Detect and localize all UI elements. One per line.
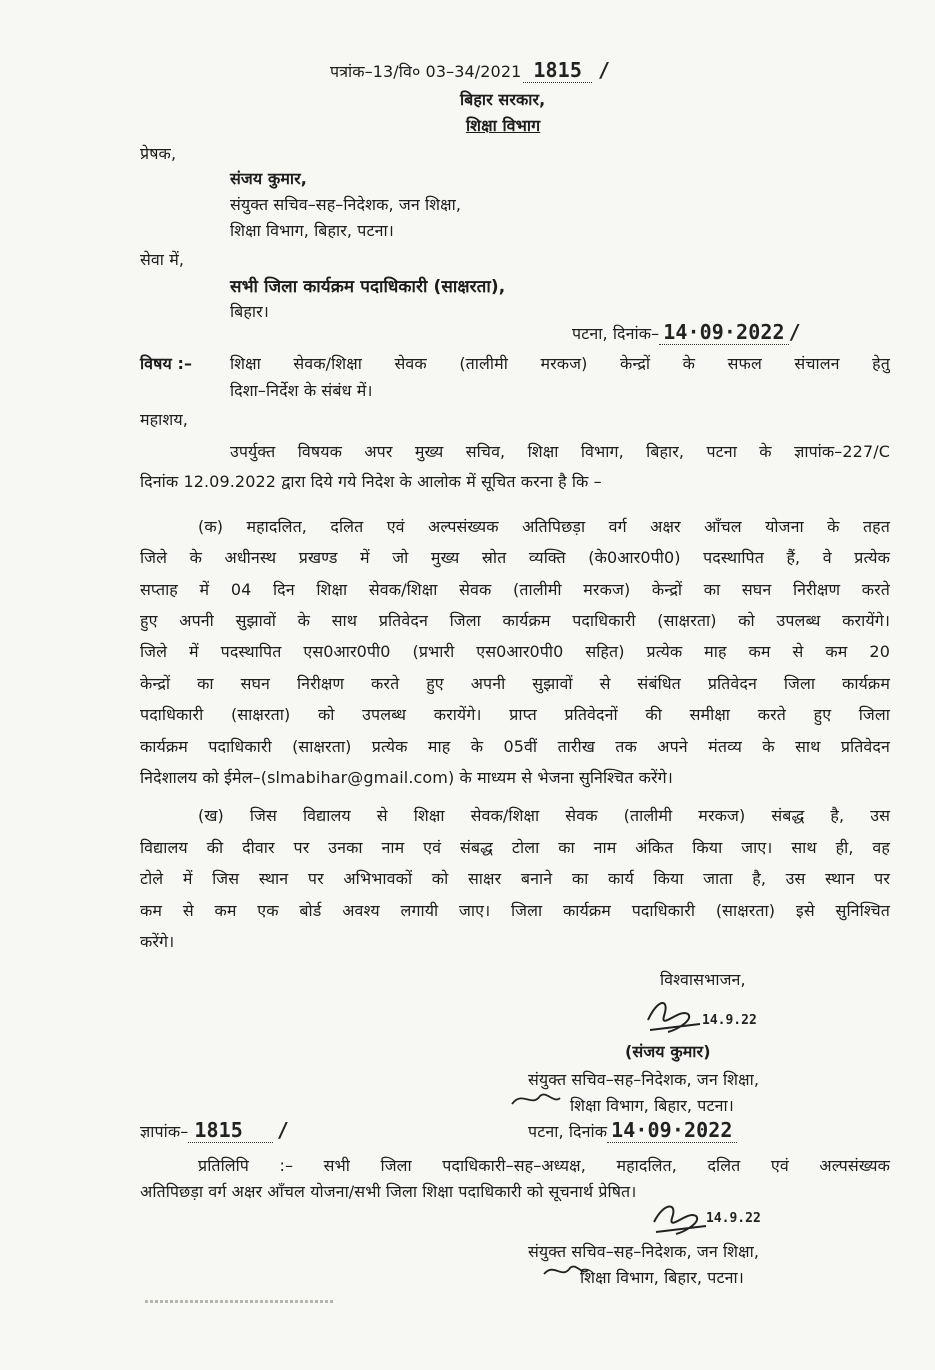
- signature-date: 14.9.22: [702, 1013, 757, 1028]
- sender-designation: संयुक्त सचिव–सह–निदेशक, जन शिक्षा,: [230, 195, 462, 214]
- intro-line-1: उपर्युक्त विषयक अपर मुख्य सचिव, शिक्षा विभाग, बिहार, पटना के ज्ञापांक–227/C: [230, 442, 890, 461]
- para-kha-line: विद्यालय की दीवार पर उनका नाम एवं संबद्ध टोला का नाम अंकित किया जाए। साथ ही, वह: [140, 838, 890, 857]
- copy-line-1: प्रतिलिपि :– सभी जिला पदाधिकारी–सह–अध्यक्ष, महादलित, दलित एवं अल्पसंख्यक: [198, 1156, 890, 1175]
- signatory-designation: संयुक्त सचिव–सह–निदेशक, जन शिक्षा,: [528, 1070, 760, 1089]
- date-prefix: पटना, दिनांक–: [572, 324, 660, 343]
- footer-artifact: [145, 1300, 335, 1303]
- memo-slash: /: [276, 1118, 290, 1142]
- department-name: शिक्षा विभाग: [466, 116, 541, 135]
- para-ka-line: जिले में पदस्थापित एस0आर0पी0 (प्रभारी एस0आर0पी0 सहित) प्रत्येक माह कम से कम 20: [140, 642, 890, 661]
- memo-date-prefix: पटना, दिनांक: [528, 1122, 608, 1141]
- para-ka-line: कार्यक्रम पदाधिकारी (साक्षरता) प्रत्येक माह के 05वीं तारीख तक अपने मंतव्य के साथ प्रतिवेदन: [140, 737, 890, 756]
- salutation: महाशय,: [140, 410, 188, 429]
- reference-number: [330, 58, 610, 83]
- memo-handwritten: 1815: [188, 1118, 273, 1143]
- para-kha-line: कम से कम एक बोर्ड अवश्य लगायी जाए। जिला कार्यक्रम पदाधिकारी (साक्षरता) इसे सुनिश्चित: [140, 901, 890, 920]
- para-ka-line: सप्ताह में 04 दिन शिक्षा सेवक/शिक्षा सेवक (तालीमी मरकज) केन्द्रों का सघन निरीक्षण करते: [140, 580, 890, 599]
- govt-name: बिहार सरकार,: [460, 90, 546, 109]
- subject-line-2: दिशा–निर्देश के संबंध में।: [230, 381, 373, 400]
- sender-name: संजय कुमार,: [230, 169, 307, 188]
- memo-number: [140, 1118, 289, 1143]
- subject-label: विषय :–: [140, 354, 193, 373]
- initials-stroke: [544, 1266, 588, 1274]
- para-ka-line: केन्द्रों का सघन निरीक्षण करते हुए अपनी सुझावों से संबंधित प्रतिवेदन जिला कार्यक्रम: [140, 674, 890, 693]
- reference-handwritten: 1815: [523, 58, 592, 83]
- subject-line-1: शिक्षा सेवक/शिक्षा सेवक (तालीमी मरकज) केन्द्रों के सफल संचालन हेतु: [230, 354, 890, 373]
- date-handwritten: 14·09·2022: [659, 320, 788, 345]
- initials-stroke: [512, 1094, 560, 1104]
- signatory-office: शिक्षा विभाग, बिहार, पटना।: [570, 1096, 734, 1115]
- letter-date: [572, 320, 801, 345]
- reference-slash: /: [597, 58, 611, 82]
- para-kha-line: करेंगे।: [140, 932, 175, 951]
- initials-mark: [506, 1086, 566, 1114]
- signature-stroke: [654, 1206, 706, 1234]
- para-ka-line: निदेशालय को ईमेल–(slmabihar@gmail.com) के माध्यम से भेजना सुनिश्चित करेंगे।: [140, 768, 673, 787]
- recipient-name: सभी जिला कार्यक्रम पदाधिकारी (साक्षरता),: [230, 277, 506, 297]
- signature-2: [640, 1194, 780, 1240]
- para-ka-line: पदाधिकारी (साक्षरता) को उपलब्ध करायेंगे। प्राप्त प्रतिवेदनों की समीक्षा करते हुए जिला: [140, 705, 890, 724]
- reference-printed: पत्रांक–13/वि० 03–34/2021: [330, 62, 522, 81]
- date-suffix: /: [788, 320, 801, 344]
- para-ka-line: हुए अपनी सुझावों के साथ प्रतिवेदन जिला कार्यक्रम पदाधिकारी (साक्षरता) को उपलब्ध करायेंगे।: [140, 611, 890, 630]
- signature-stroke: [648, 1003, 700, 1032]
- signatory-2-office: शिक्षा विभाग, बिहार, पटना।: [580, 1268, 744, 1287]
- signatory-name: (संजय कुमार): [625, 1042, 711, 1061]
- memo-date-handwritten: 14·09·2022: [607, 1118, 736, 1143]
- sender-office: शिक्षा विभाग, बिहार, पटना।: [230, 221, 394, 240]
- sender-label: प्रेषक,: [140, 144, 177, 163]
- recipient-place: बिहार।: [230, 302, 269, 321]
- para-kha-line: (ख) जिस विद्यालय से शिक्षा सेवक/शिक्षा सेवक (तालीमी मरकज) संबद्ध है, उस: [198, 806, 890, 825]
- initials-mark-2: [540, 1258, 590, 1286]
- memo-date: [528, 1118, 737, 1143]
- recipient-label: सेवा में,: [140, 250, 185, 269]
- intro-line-2: दिनांक 12.09.2022 द्वारा दिये गये निदेश के आलोक में सूचित करना है कि –: [140, 472, 602, 491]
- para-ka-line: जिले के अधीनस्थ प्रखण्ड में जो मुख्य स्रोत व्यक्ति (के0आर0पी0) पदस्थापित हैं, वे प्रत्येक: [140, 548, 890, 567]
- memo-prefix: ज्ञापांक–: [140, 1122, 189, 1141]
- signature-date: 14.9.22: [706, 1211, 761, 1226]
- para-ka-line: (क) महादलित, दलित एवं अल्पसंख्यक अतिपिछड़ा वर्ग अक्षर आँचल योजना के तहत: [198, 517, 890, 536]
- signatory-2-designation: संयुक्त सचिव–सह–निदेशक, जन शिक्षा,: [528, 1242, 760, 1261]
- para-kha-line: टोले में जिस स्थान पर अभिभावकों को साक्षर बनाने का कार्य किया जाता है, उस स्थान पर: [140, 869, 890, 888]
- copy-line-2: अतिपिछड़ा वर्ग अक्षर आँचल योजना/सभी जिला शिक्षा पदाधिकारी को सूचनार्थ प्रेषित।: [140, 1182, 637, 1201]
- signature-1: [630, 990, 770, 1040]
- closing: विश्वासभाजन,: [660, 970, 746, 989]
